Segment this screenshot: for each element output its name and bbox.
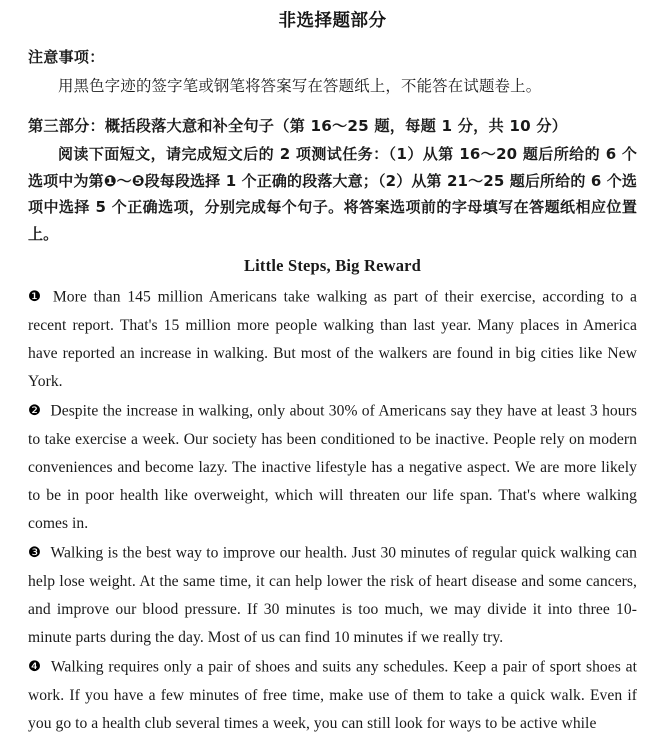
passage-body	[28, 283, 637, 738]
page-title: 非选择题部分	[278, 11, 387, 31]
task-instructions: 阅读下面短文，请完成短文后的 2 项测试任务：（1）从第 16～20 题后所给的 6 个选项中为第❶～❺段每段选择 1 个正确的段落大意；（2）从第 21～25 题后所给的 6 个选项中选择 5 个正确选项，分别完成每个句子。将答案选项前的字母填写在答题纸相应位置上。	[28, 145, 637, 243]
notice-heading: 注意事项：	[28, 48, 105, 66]
paragraph-marker-1: ❶	[28, 289, 44, 306]
passage-paragraph	[28, 283, 637, 396]
passage-paragraph	[28, 539, 637, 652]
notice-body-text: 用黑色字迹的签字笔或钢笔将答案写在答题纸上，不能答在试题卷上。	[58, 78, 542, 95]
exam-paper-page	[0, 7, 669, 732]
paragraph-text-3: Walking is the best way to improve our health. Just 30 minutes of regular quick walking can help lose weight. At the same time, it can help lower the risk of heart disease and some cancers, and improve our blood pressure. If 30 minutes is too much, we may divide it into three 10-minute parts during the day. Most of us can find 10 minutes if we really try.	[28, 544, 637, 647]
paragraph-marker-3: ❸	[28, 545, 42, 562]
paragraph-text-2: Despite the increase in walking, only about 30% of Americans say they have at least 3 hours to take exercise a week. Our society has been conditioned to be inactive. People rely on modern conveniences and become lazy. The inactive lifestyle has a negative aspect. We are more likely to be in poor health like overweight, which will threaten our life span. That's where walking comes in.	[28, 402, 637, 533]
paragraph-marker-2: ❷	[28, 403, 42, 420]
passage-paragraph	[28, 397, 637, 539]
passage-title: Little Steps, Big Reward	[243, 256, 422, 276]
paragraph-marker-4: ❹	[28, 658, 42, 675]
paragraph-text-4: Walking requires only a pair of shoes and suits any schedules. Keep a pair of sport shoes at work. If you have a few minutes of free time, make use of them to take a quick walk. Even if you go to a health club several times a week, you can still look for ways to be active while	[28, 658, 637, 732]
paragraph-text-1: More than 145 million Americans take walking as part of their exercise, according to a recent report. That's 15 million more people walking than last year. Many places in America have reported an increase in walking. But most of the walkers are found in big cities like New York.	[28, 288, 637, 391]
passage-paragraph	[28, 653, 637, 738]
part-three-heading: 第三部分：概括段落大意和补全句子（第 16～25 题，每题 1 分，共 10 分）	[28, 117, 568, 136]
